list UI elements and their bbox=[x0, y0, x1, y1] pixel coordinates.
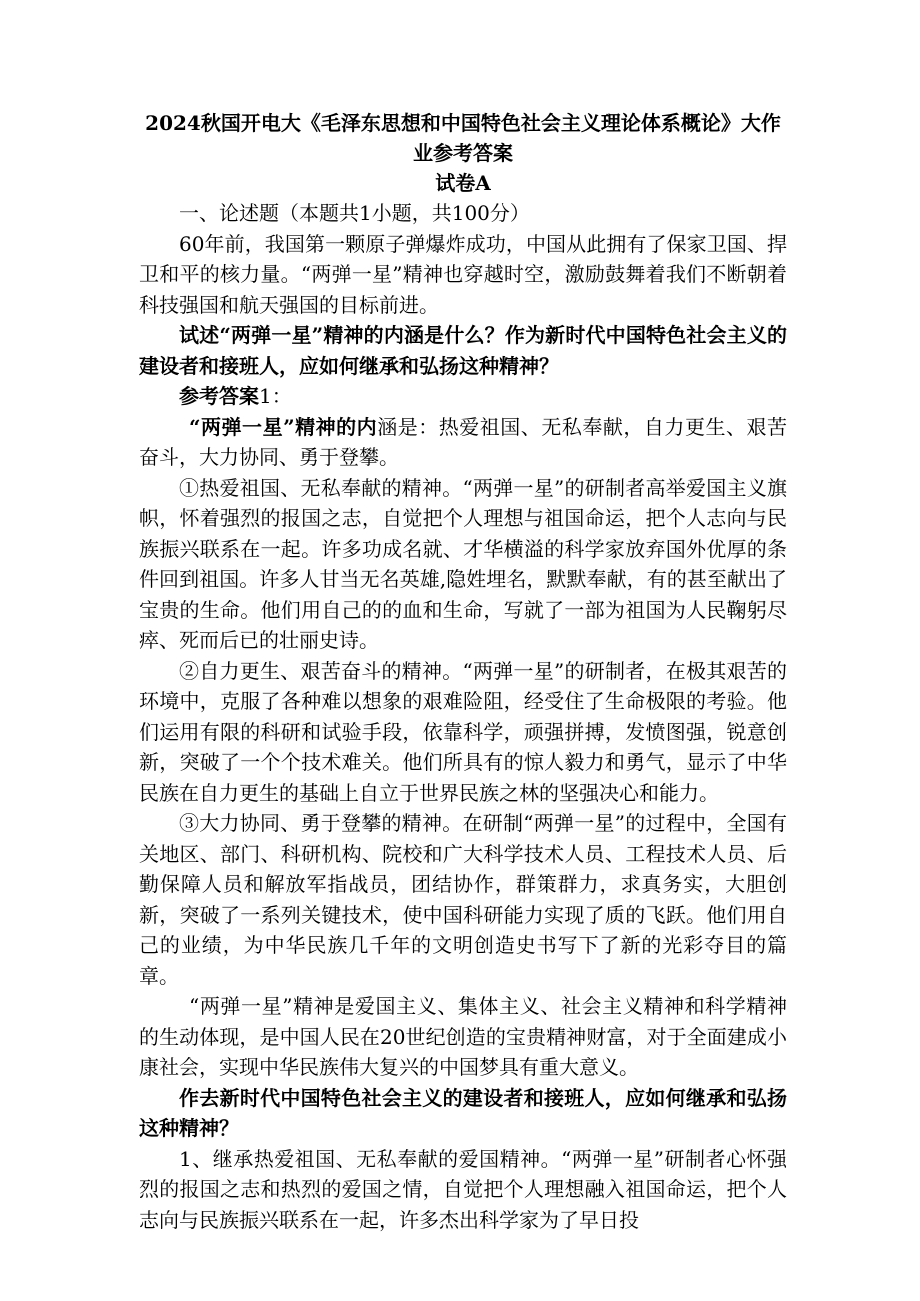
document-page bbox=[139, 108, 787, 1235]
question-2-paragraph: 作去新时代中国特色社会主义的建设者和接班人，应如何继承和弘扬这种精神？ bbox=[139, 1085, 787, 1140]
point-1-paragraph: ①热爱祖国、无私奉献的精神。“两弹一星”的研制者高举爱国主义旗帜，怀着强烈的报国之志，自觉把个人理想与祖国命运，把个人志向与民族振兴联系在一起。许多功成名就、才华横溢的科学家放弃国外优厚的条件回到祖国。许多人甘当无名英雄,隐姓埋名，默默奉献，有的甚至献出了宝贵的生命。他们用自己的的血和生命，写就了一部为祖国为人民鞠躬尽瘁、死而后已的壮丽史诗。 bbox=[139, 475, 787, 652]
item-1-paragraph: 1、继承热爱祖国、无私奉献的爱国精神。“两弹一星”研制者心怀强烈的报国之志和热烈的爱国之情，自觉把个人理想融入祖国命运，把个人志向与民族振兴联系在一起，许多杰出科学家为了早日投 bbox=[139, 1146, 787, 1232]
connotation-paragraph bbox=[139, 412, 787, 473]
connotation-rest: 涵是：热爱祖国、无私奉献，自力更生、艰苦奋斗，大力协同、勇于登攀。 bbox=[139, 414, 788, 469]
point-3-paragraph: ③大力协同、勇于登攀的精神。在研制“两弹一星”的过程中，全国有关地区、部门、科研机构、院校和广大科学技术人员、工程技术人员、后勤保障人员和解放军指战员，团结协作，群策群力，求真务实，大胆创新，突破了一系列关键技术，使中国科研能力实现了质的飞跃。他们用自己的业绩，为中华民族几千年的文明创造史书写下了新的光彩夺目的篇章。 bbox=[139, 811, 787, 988]
answer-label bbox=[139, 381, 787, 412]
section-heading: 一、论述题（本题共1小题，共100分） bbox=[179, 201, 530, 225]
paper-label: 试卷A bbox=[435, 171, 491, 195]
intro-paragraph: 60年前，我国第一颗原子弹爆炸成功，中国从此拥有了保家卫国、捍卫和平的核力量。“两弹一星”精神也穿越时空，激励鼓舞着我们不断朝着科技强国和航天强国的目标前进。 bbox=[139, 231, 787, 317]
answer-label-text: 参考答案 bbox=[179, 384, 259, 408]
document-title: 2024秋国开电大《毛泽东思想和中国特色社会主义理论体系概论》大作业参考答案 bbox=[145, 111, 781, 165]
point-2-paragraph: ②自力更生、艰苦奋斗的精神。“两弹一星”的研制者，在极其艰苦的环境中，克服了各种难以想象的艰难险阻，经受住了生命极限的考验。他们运用有限的科研和试验手段，依靠科学，顽强拼搏，发愤图强，锐意创新，突破了一个个技术难关。他们所具有的惊人毅力和勇气，显示了中华民族在自力更生的基础上自立于世界民族之林的坚强决心和能力。 bbox=[139, 658, 787, 805]
connotation-bold: “两弹一星”精神的内 bbox=[189, 414, 378, 439]
answer-label-number: 1： bbox=[259, 384, 292, 408]
summary-paragraph: “两弹一星”精神是爱国主义、集体主义、社会主义精神和科学精神的生动体现，是中国人民在20世纪创造的宝贵精神财富，对于全面建成小康社会，实现中华民族伟大复兴的中国梦具有重大意义。 bbox=[139, 994, 787, 1079]
question-paragraph: 试述“两弹一星”精神的内涵是什么？作为新时代中国特色社会主义的建设者和接班人，应如何继承和弘扬这种精神？ bbox=[139, 323, 787, 378]
